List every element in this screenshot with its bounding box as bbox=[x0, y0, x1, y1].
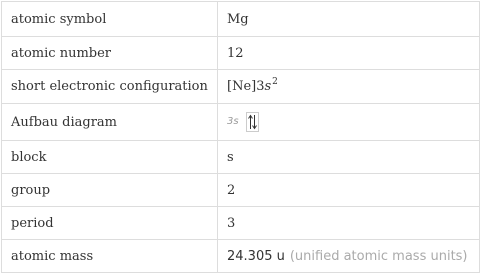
config-superscript: 2 bbox=[272, 77, 278, 87]
table-row-electronic-configuration bbox=[2, 70, 480, 104]
row-value: Mg bbox=[218, 2, 480, 37]
row-label: period bbox=[2, 207, 218, 240]
row-value: 12 bbox=[218, 37, 480, 70]
row-value: 2 bbox=[218, 174, 480, 207]
electron-pair-icon bbox=[247, 113, 258, 131]
element-properties-table bbox=[1, 1, 480, 273]
orbital-box bbox=[246, 112, 259, 132]
row-label: Aufbau diagram bbox=[2, 104, 218, 141]
row-value: s bbox=[218, 141, 480, 174]
row-value bbox=[218, 70, 480, 104]
row-label: atomic mass bbox=[2, 240, 218, 273]
table-row-aufbau-diagram bbox=[2, 104, 480, 141]
row-label: atomic symbol bbox=[2, 2, 218, 37]
table-row-atomic-mass bbox=[2, 240, 480, 273]
table-row-period bbox=[2, 207, 480, 240]
atomic-mass-value: 24.305 u bbox=[227, 248, 285, 264]
row-label: group bbox=[2, 174, 218, 207]
config-base: [Ne]3 bbox=[227, 79, 265, 94]
orbital-label: 3s bbox=[227, 116, 239, 127]
row-label: block bbox=[2, 141, 218, 174]
config-orbital: s bbox=[264, 79, 272, 94]
row-value: 3 bbox=[218, 207, 480, 240]
atomic-mass-unit: (unified atomic mass units) bbox=[289, 248, 468, 264]
row-label: atomic number bbox=[2, 37, 218, 70]
table-row-atomic-number bbox=[2, 37, 480, 70]
row-value bbox=[218, 240, 480, 273]
table-row-atomic-symbol bbox=[2, 2, 480, 37]
table-row-block bbox=[2, 141, 480, 174]
table-row-group bbox=[2, 174, 480, 207]
row-value bbox=[218, 104, 480, 141]
aufbau-diagram bbox=[227, 112, 259, 132]
row-label: short electronic configuration bbox=[2, 70, 218, 104]
